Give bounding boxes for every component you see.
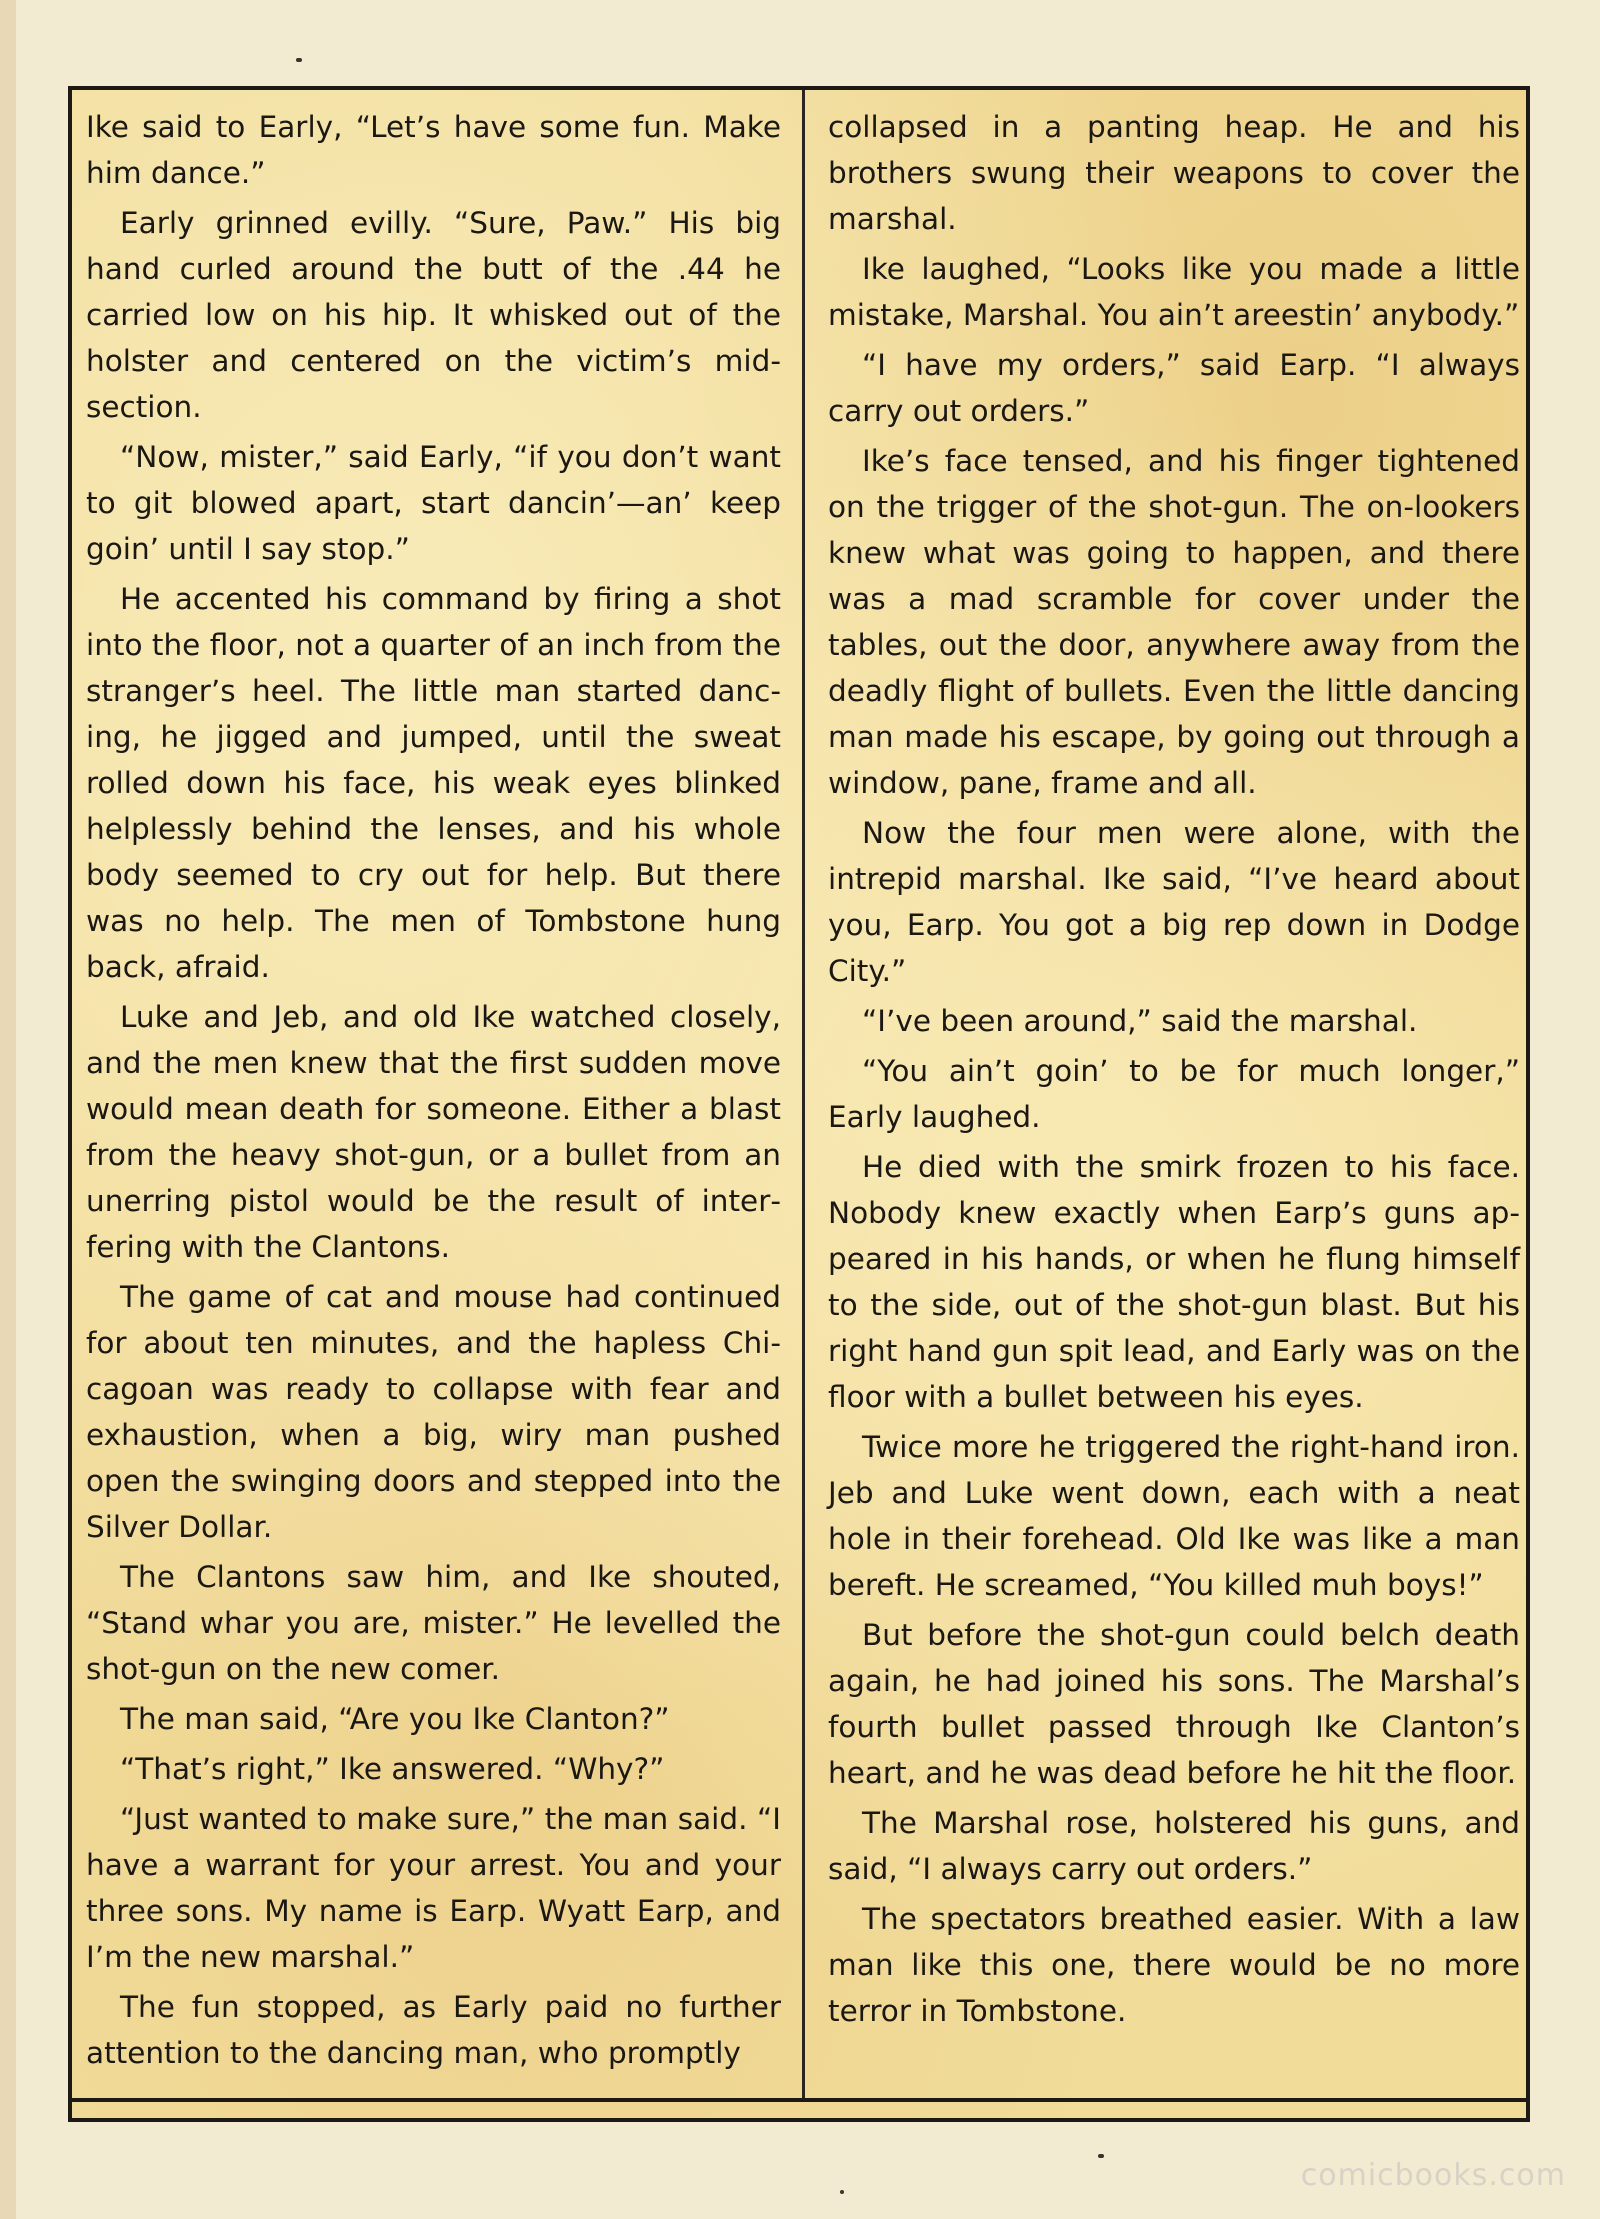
paragraph: “You ain’t goin’ to be for much longer,” Early laughed.: [828, 1054, 1520, 1134]
watermark: comicbooks.com: [1300, 2158, 1566, 2193]
ink-speck: [1098, 2154, 1104, 2158]
paragraph: “I’ve been around,” said the marshal.: [862, 1004, 1418, 1038]
paragraph: “That’s right,” Ike answered. “Why?”: [120, 1752, 665, 1786]
paragraph: Ike laughed, “Looks like you made a little mistake, Marshal. You ain’t areestin’ anybody.”: [828, 252, 1520, 332]
paragraph: The Marshal rose, holstered his guns, and said, “I always carry out orders.”: [828, 1806, 1520, 1886]
paragraph: Twice more he triggered the right-hand iron. Jeb and Luke went down, each with a neat hole in their forehead. Old Ike was like a man bereft. He screamed, “You killed muh boys!”: [828, 1430, 1520, 1602]
paragraph: “Just wanted to make sure,” the man said. “I have a warrant for your arrest. You and your three sons. My name is Earp. Wyatt Earp, and I’m the new marshal.”: [86, 1802, 781, 1974]
paragraph: The spectators breathed easier. With a law man like this one, there would be no more terror in Tombstone.: [828, 1902, 1520, 2028]
paragraph: The fun stopped, as Early paid no further attention to the dancing man, who promptly: [86, 1990, 781, 2070]
paragraph: The Clantons saw him, and Ike shouted, “Stand whar you are, mister.” He levelled the shot-gun on the new comer.: [86, 1560, 781, 1686]
right-text-column: [828, 104, 1520, 2038]
ink-speck: [296, 58, 302, 62]
paragraph: Early grinned evilly. “Sure, Paw.” His big hand curled around the butt of the .44 he carried low on his hip. It whisked out of the holster and centered on the victim’s midsection.: [86, 206, 781, 424]
column-divider: [802, 90, 805, 2102]
paragraph: Luke and Jeb, and old Ike watched closely, and the men knew that the first sudden move would mean death for someone. Either a blast from the heavy shot-gun, or a bullet from an unerring pistol would be the result of interfering with the Clantons.: [86, 1000, 781, 1264]
paragraph: He died with the smirk frozen to his face. Nobody knew exactly when Earp’s guns appeared in his hands, or when he flung himself to the side, out of the shot-gun blast. But his right hand gun spit lead, and Early was on the floor with a bullet between his eyes.: [828, 1150, 1520, 1414]
paragraph: Ike said to Early, “Let’s have some fun. Make him dance.”: [86, 110, 781, 190]
story-text-page: [68, 86, 1530, 2122]
paragraph: Ike’s face tensed, and his finger tightened on the trigger of the shot-gun. The on-lookers knew what was going to happen, and there was a mad scramble for cover under the tables, out the door, anywhere away from the deadly flight of bullets. Even the little dancing man made his escape, by going out through a window, pane, frame and all.: [828, 444, 1520, 800]
paragraph: “I have my orders,” said Earp. “I always carry out orders.”: [828, 348, 1520, 428]
ink-speck: [840, 2190, 844, 2194]
paragraph: “Now, mister,” said Early, “if you don’t want to git blowed apart, start dancin’—an’ keep goin’ until I say stop.”: [86, 440, 781, 566]
paragraph: The game of cat and mouse had continued for about ten minutes, and the hapless Chicagoan was ready to collapse with fear and exhaustion, when a big, wiry man pushed open the swinging doors and stepped into the Silver Dollar.: [86, 1280, 781, 1544]
bottom-rule: [72, 2098, 1526, 2102]
paragraph: collapsed in a panting heap. He and his brothers swung their weapons to cover the marshal.: [828, 110, 1520, 236]
paragraph: But before the shot-gun could belch death again, he had joined his sons. The Marshal’s fourth bullet passed through Ike Clanton’s heart, and he was dead before he hit the floor.: [828, 1618, 1520, 1790]
left-text-column: [86, 104, 781, 2080]
paper-edge: [0, 0, 16, 2219]
paragraph: The man said, “Are you Ike Clanton?”: [120, 1702, 670, 1736]
paragraph: Now the four men were alone, with the intrepid marshal. Ike said, “I’ve heard about you, Earp. You got a big rep down in Dodge City.”: [828, 816, 1520, 988]
paragraph: He accented his command by firing a shot into the floor, not a quarter of an inch from the stranger’s heel. The little man started dancing, he jigged and jumped, until the sweat rolled down his face, his weak eyes blinked helplessly behind the lenses, and his whole body seemed to cry out for help. But there was no help. The men of Tombstone hung back, afraid.: [86, 582, 781, 984]
